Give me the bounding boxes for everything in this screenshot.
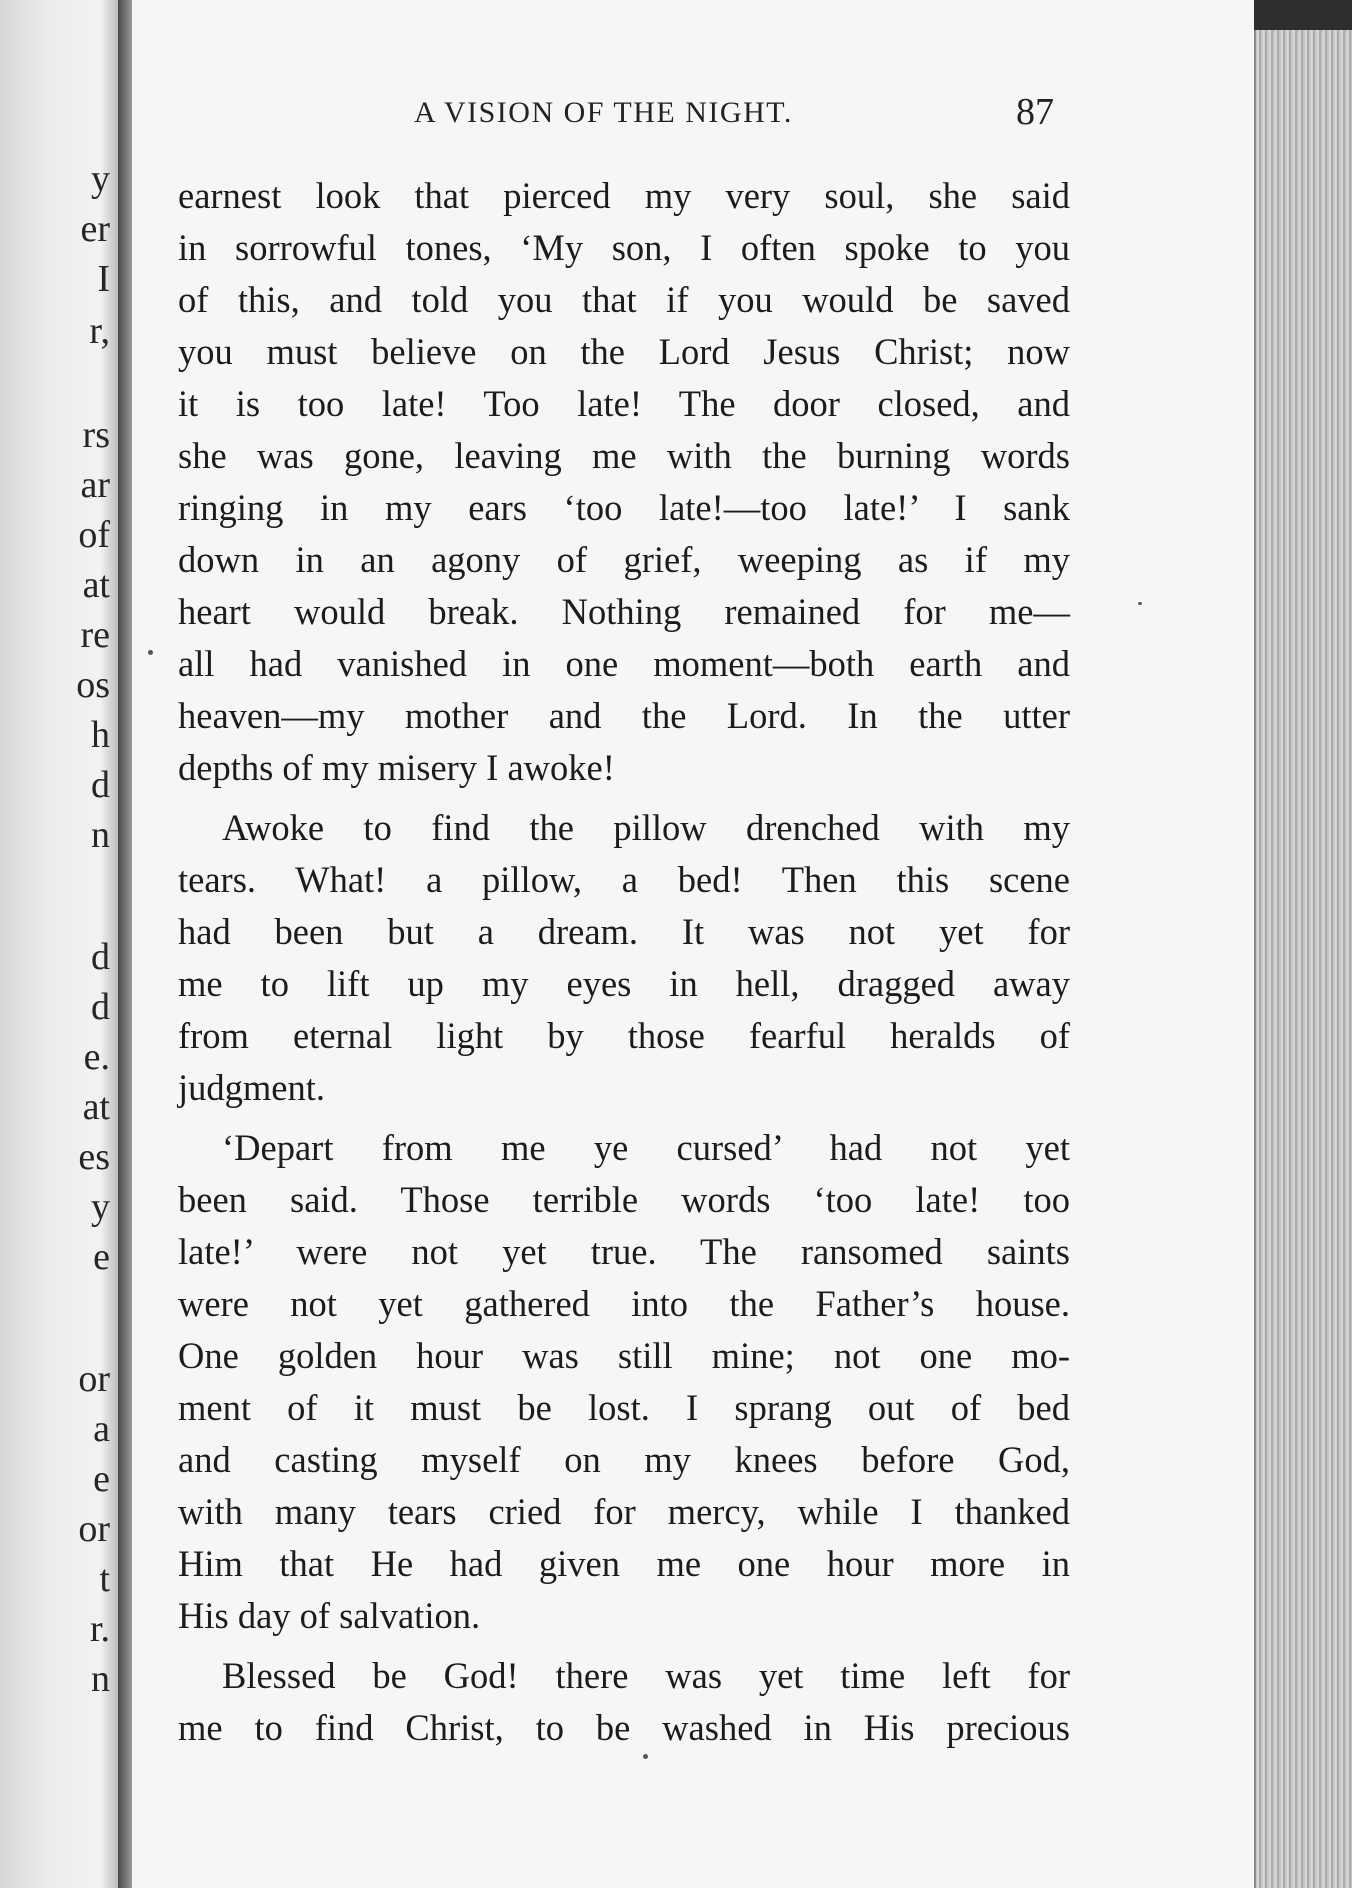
left-page-fragment: y <box>91 1186 110 1228</box>
left-page-fragment: or <box>78 1508 110 1550</box>
ink-speck <box>148 650 153 655</box>
left-page-fragment: d <box>91 764 110 806</box>
text-line: heaven—my mother and the Lord. In the utter <box>178 695 1070 736</box>
left-page-fragment: I <box>97 258 110 300</box>
left-page-fragment: es <box>78 1136 110 1178</box>
left-page-fragment: at <box>82 1086 110 1128</box>
left-page-fragment: os <box>76 664 110 706</box>
text-line: had been but a dream. It was not yet for <box>178 911 1070 952</box>
book-gutter <box>118 0 132 1888</box>
left-facing-page <box>0 0 118 1888</box>
text-line: ringing in my ears ‘too late!—too late!’ I sank <box>178 487 1070 528</box>
left-page-fragment: e. <box>83 1036 110 1078</box>
paragraph <box>178 1122 1070 1642</box>
text-line: late!’ were not yet true. The ransomed saints <box>178 1231 1070 1272</box>
text-line: His day of salvation. <box>178 1595 481 1636</box>
left-page-fragment: d <box>91 936 110 978</box>
running-head: A VISION OF THE NIGHT. <box>414 96 793 129</box>
left-page-fragment: e <box>93 1236 110 1278</box>
text-line: been said. Those terrible words ‘too late! too <box>178 1179 1070 1220</box>
text-line: down in an agony of grief, weeping as if my <box>178 539 1070 580</box>
left-page-fragment: re <box>80 614 110 656</box>
left-page-fragment: t <box>99 1558 110 1600</box>
text-line: it is too late! Too late! The door closed, and <box>178 383 1070 424</box>
text-line: Blessed be God! there was yet time left for <box>222 1655 1070 1696</box>
text-line: with many tears cried for mercy, while I thanked <box>178 1491 1070 1532</box>
paragraph-gap <box>178 1114 1070 1122</box>
text-line: all had vanished in one moment—both earth and <box>178 643 1070 684</box>
paragraph-gap <box>178 1642 1070 1650</box>
left-page-fragment: r. <box>89 1608 110 1650</box>
left-page-fragment: a <box>93 1408 110 1450</box>
text-line: me to find Christ, to be washed in His precious <box>178 1707 1070 1748</box>
ink-speck <box>1138 602 1142 605</box>
text-line: earnest look that pierced my very soul, she said <box>178 175 1070 216</box>
left-page-fragment: at <box>82 564 110 606</box>
left-page-fragment: e <box>93 1458 110 1500</box>
text-line: One golden hour was still mine; not one mo- <box>178 1335 1070 1376</box>
text-line: were not yet gathered into the Father’s house. <box>178 1283 1070 1324</box>
paragraph-gap <box>178 794 1070 802</box>
page-stack-edge <box>1254 30 1352 1888</box>
left-page-fragment: y <box>91 158 110 200</box>
background-top-right <box>1254 0 1352 30</box>
text-line: you must believe on the Lord Jesus Christ; now <box>178 331 1070 372</box>
text-line: Awoke to find the pillow drenched with my <box>222 807 1070 848</box>
text-line: of this, and told you that if you would be saved <box>178 279 1070 320</box>
paragraph <box>178 170 1070 794</box>
left-page-fragment: n <box>91 1658 110 1700</box>
text-line: Him that He had given me one hour more in <box>178 1543 1070 1584</box>
text-line: she was gone, leaving me with the burning words <box>178 435 1070 476</box>
paragraph <box>178 1650 1070 1754</box>
text-line: heart would break. Nothing remained for me— <box>178 591 1070 632</box>
paragraph <box>178 802 1070 1114</box>
text-line: me to lift up my eyes in hell, dragged away <box>178 963 1070 1004</box>
left-page-fragment: r, <box>89 310 110 352</box>
text-line: tears. What! a pillow, a bed! Then this scene <box>178 859 1070 900</box>
left-page-fragment: rs <box>82 414 110 456</box>
left-page-fragment: or <box>78 1358 110 1400</box>
page-number: 87 <box>1016 91 1054 133</box>
text-line: ment of it must be lost. I sprang out of bed <box>178 1387 1070 1428</box>
text-line: judgment. <box>178 1067 325 1108</box>
text-line: from eternal light by those fearful heralds of <box>178 1015 1070 1056</box>
text-line: depths of my misery I awoke! <box>178 747 615 788</box>
text-line: ‘Depart from me ye cursed’ had not yet <box>222 1127 1070 1168</box>
left-page-fragment: er <box>80 208 110 250</box>
text-line: in sorrowful tones, ‘My son, I often spoke to you <box>178 227 1070 268</box>
left-page-fragment: d <box>91 986 110 1028</box>
left-page-fragment: n <box>91 814 110 856</box>
ink-speck <box>643 1754 648 1759</box>
left-page-fragment: of <box>78 514 110 556</box>
body-text <box>178 170 1070 1754</box>
text-line: and casting myself on my knees before God, <box>178 1439 1070 1480</box>
left-page-fragment: ar <box>80 464 110 506</box>
left-page-fragment: h <box>91 714 110 756</box>
